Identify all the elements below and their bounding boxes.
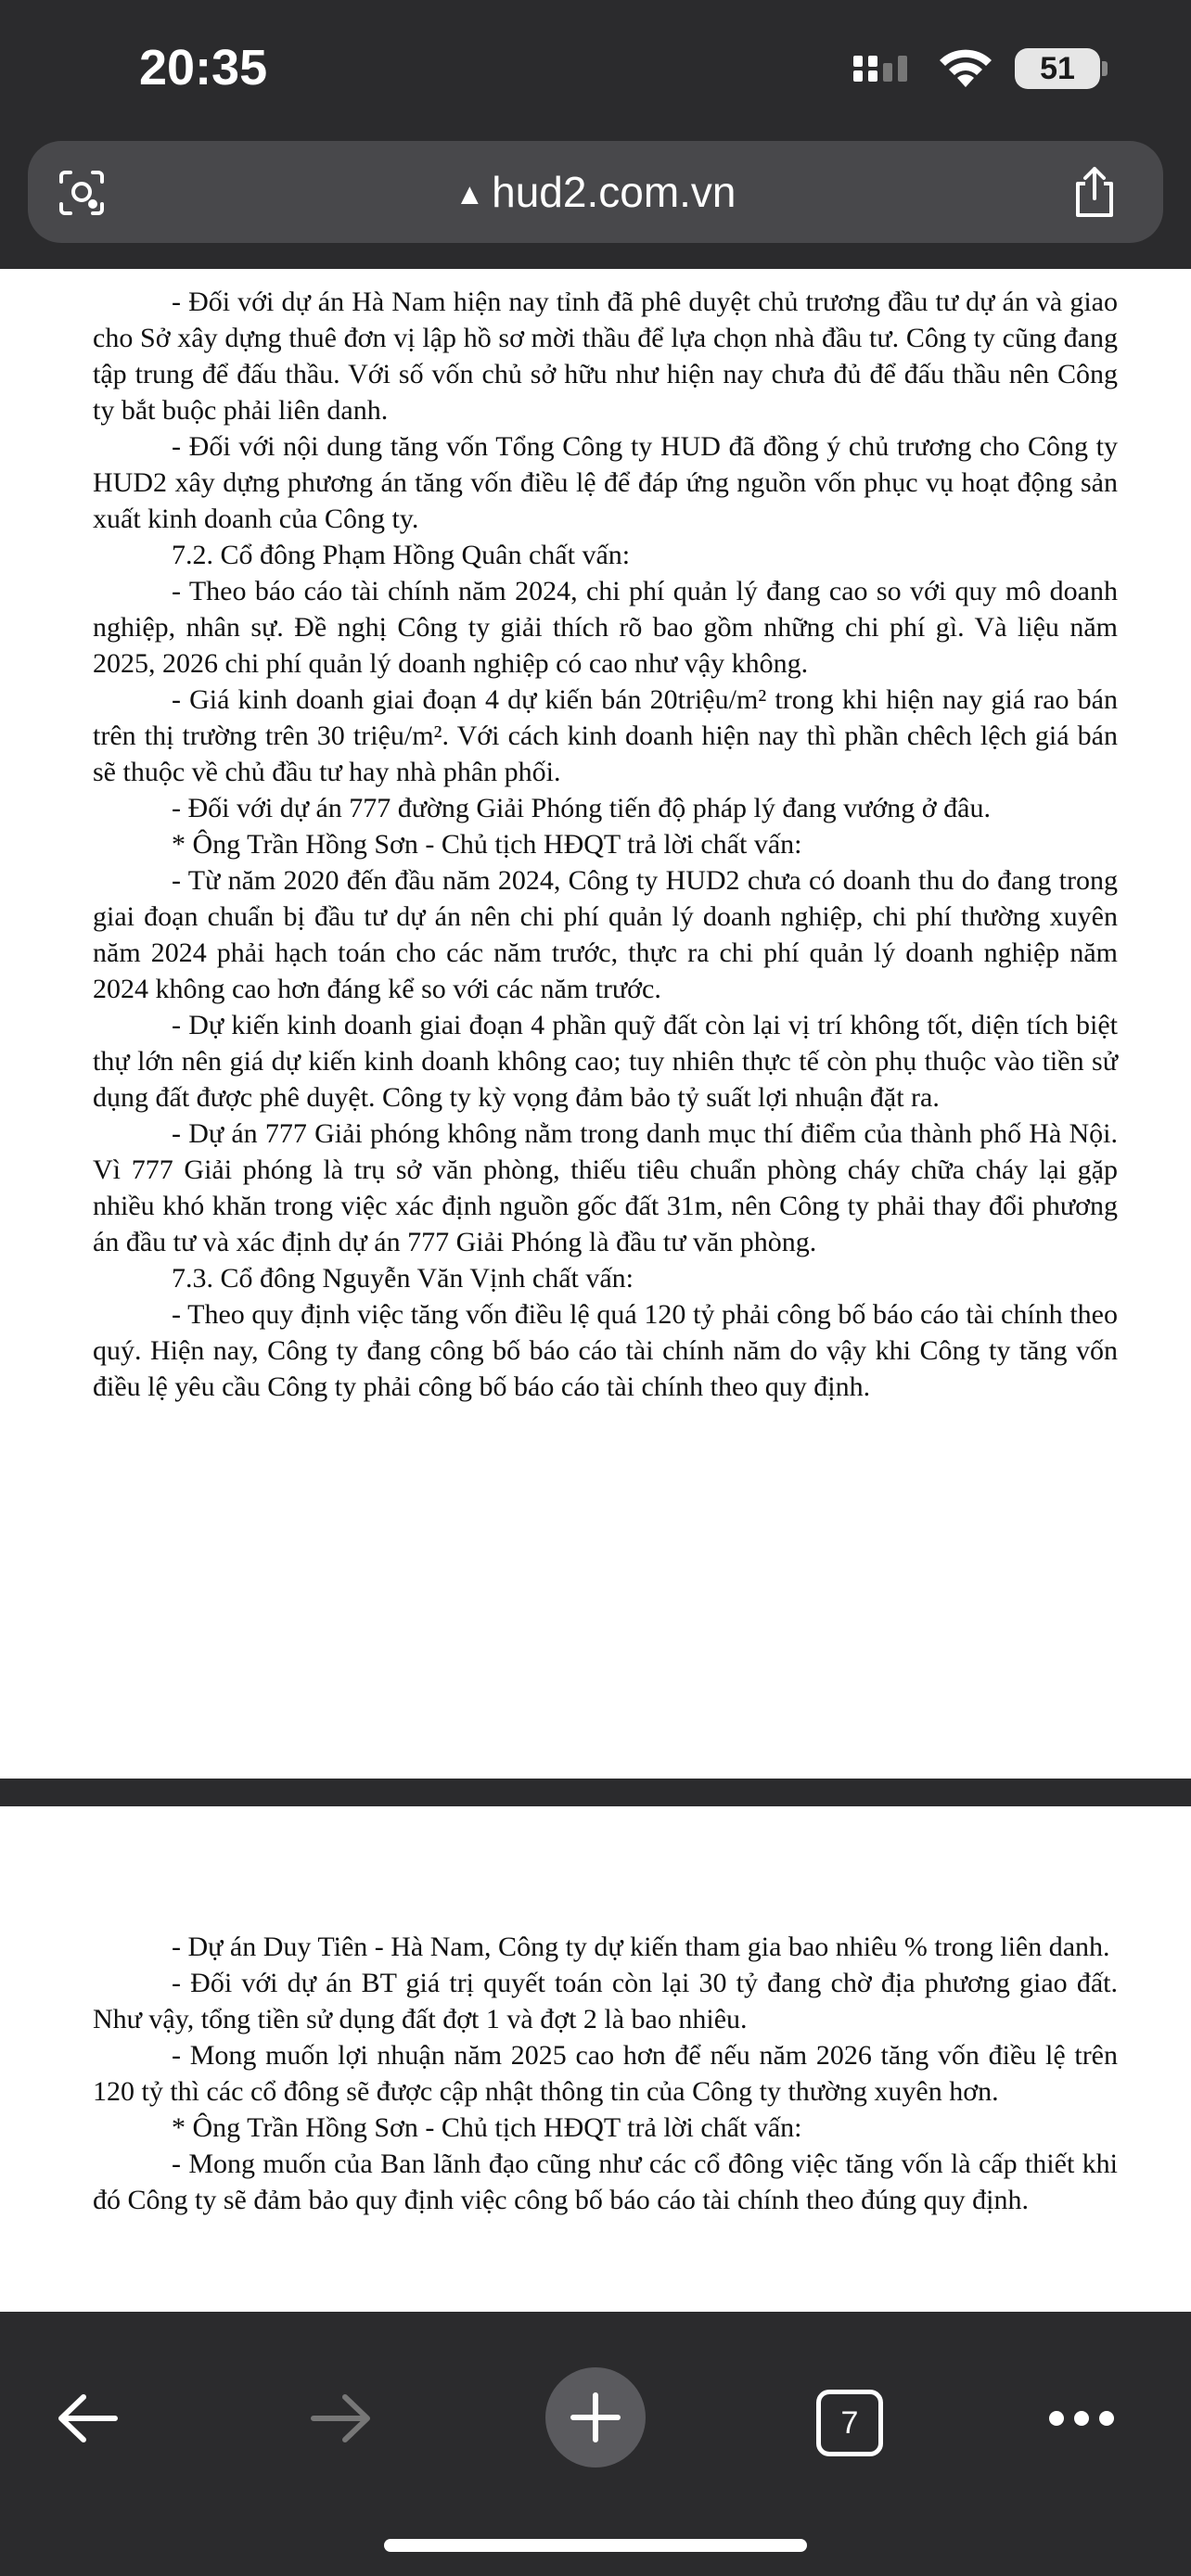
page-1-text <box>93 284 1118 1405</box>
status-bar <box>0 0 1191 139</box>
battery-tip <box>1102 61 1108 76</box>
forward-icon[interactable] <box>308 2391 373 2445</box>
share-icon[interactable] <box>1067 163 1122 221</box>
paragraph: - Đối với dự án BT giá trị quyết toán còn lại 30 tỷ đang chờ địa phương giao đất. Như vậy, tổng tiền sử dụng đất đợt 1 và đợt 2 là bao nhiêu. <box>93 1968 1118 2034</box>
paragraph: - Đối với dự án 777 đường Giải Phóng tiến độ pháp lý đang vướng ở đâu. <box>172 793 991 823</box>
red-stamp-edge <box>1171 352 1191 631</box>
browser-toolbar <box>0 2312 1191 2576</box>
paragraph: 7.2. Cổ đông Phạm Hồng Quân chất vấn: <box>172 540 631 570</box>
back-icon[interactable] <box>56 2391 121 2445</box>
lock-icon: ▲ <box>455 177 485 210</box>
page-separator <box>0 1779 1191 1806</box>
url-display[interactable] <box>28 167 1163 217</box>
paragraph: * Ông Trần Hồng Sơn - Chủ tịch HĐQT trả lời chất vấn: <box>172 829 802 860</box>
paragraph: - Theo quy định việc tăng vốn điều lệ quá 120 tỷ phải công bố báo cáo tài chính theo quý. Hiện nay, Công ty đang công bố báo cáo tài chính năm do vậy khi Công ty tăng vốn điều lệ yêu cầu Công ty phải công bố báo cáo tài chính theo quy định. <box>93 1299 1118 1402</box>
paragraph: - Dự kiến kinh doanh giai đoạn 4 phần quỹ đất còn lại vị trí không tốt, diện tích biệt thự lớn nên giá dự kiến kinh doanh không cao; tuy nhiên thực tế còn phụ thuộc vào tiền sử dụng đất được phê duyệt. Công ty kỳ vọng đảm bảo tỷ suất lợi nhuận đặt ra. <box>93 1010 1118 1113</box>
paragraph: - Từ năm 2020 đến đầu năm 2024, Công ty HUD2 chưa có doanh thu do đang trong giai đoạn chuẩn bị đầu tư dự án nên chi phí quản lý doanh nghiệp, chi phí thường xuyên năm 2024 phải hạch toán cho các năm trước, thực ra chi phí quản lý doanh nghiệp năm 2024 không cao hơn đáng kể so với các năm trước. <box>93 865 1118 1004</box>
new-tab-button[interactable] <box>545 2367 646 2468</box>
paragraph: - Đối với dự án Hà Nam hiện nay tỉnh đã phê duyệt chủ trương đầu tư dự án và giao cho Sở xây dựng thuê đơn vị lập hồ sơ mời thầu để lựa chọn nhà đầu tư. Công ty cũng đang tập trung để đấu thầu. Với số vốn chủ sở hữu như hiện nay chưa đủ để đấu thầu nên Công ty bắt buộc phải liên danh. <box>93 287 1118 426</box>
paragraph: * Ông Trần Hồng Sơn - Chủ tịch HĐQT trả lời chất vấn: <box>172 2112 802 2143</box>
status-time: 20:35 <box>139 40 268 96</box>
plus-icon <box>570 2391 621 2443</box>
paragraph: 7.3. Cổ đông Nguyễn Văn Vịnh chất vấn: <box>172 1263 634 1294</box>
document-page-2[interactable] <box>0 1806 1191 2312</box>
wifi-icon <box>935 45 996 91</box>
cellular-signal-icon <box>853 56 918 89</box>
paragraph: - Dự án 777 Giải phóng không nằm trong danh mục thí điểm của thành phố Hà Nội. Vì 777 Giải phóng là trụ sở văn phòng, thiếu tiêu chuẩn phòng cháy chữa cháy lại gặp nhiều khó khăn trong việc xác định nguồn gốc đất 31m, nên Công ty phải thay đổi phương án đầu tư và xác định dự án 777 Giải Phóng là đầu tư văn phòng. <box>93 1118 1118 1257</box>
url-text: hud2.com.vn <box>492 168 736 216</box>
document-page-1[interactable] <box>0 269 1191 1779</box>
paragraph: - Mong muốn của Ban lãnh đạo cũng như các cổ đông việc tăng vốn là cấp thiết khi đó Công ty sẽ đảm bảo quy định việc công bố báo cáo tài chính theo đúng quy định. <box>93 2149 1118 2215</box>
paragraph: - Đối với nội dung tăng vốn Tổng Công ty HUD đã đồng ý chủ trương cho Công ty HUD2 xây dựng phương án tăng vốn điều lệ để đáp ứng nguồn vốn phục vụ hoạt động sản xuất kinh doanh của Công ty. <box>93 431 1118 534</box>
battery-indicator: 51 <box>1015 48 1100 89</box>
paragraph: - Theo báo cáo tài chính năm 2024, chi phí quản lý đang cao so với quy mô doanh nghiệp, nhân sự. Đề nghị Công ty giải thích rõ bao gồm những chi phí gì. Và liệu năm 2025, 2026 chi phí quản lý doanh nghiệp có cao như vậy không. <box>93 576 1118 679</box>
more-icon[interactable] <box>1048 2410 1115 2427</box>
tabs-icon[interactable]: 7 <box>816 2390 883 2456</box>
home-indicator[interactable] <box>384 2539 807 2552</box>
paragraph: - Giá kinh doanh giai đoạn 4 dự kiến bán 20triệu/m² trong khi hiện nay giá rao bán trên thị trường trên 30 triệu/m². Với cách kinh doanh hiện nay thì phần chêch lệch giá bán sẽ thuộc về chủ đầu tư hay nhà phân phối. <box>93 684 1118 787</box>
paragraph: - Dự án Duy Tiên - Hà Nam, Công ty dự kiến tham gia bao nhiêu % trong liên danh. <box>172 1932 1110 1962</box>
page-2-text <box>93 1929 1118 2218</box>
paragraph: - Mong muốn lợi nhuận năm 2025 cao hơn để nếu năm 2026 tăng vốn điều lệ trên 120 tỷ thì các cổ đông sẽ được cập nhật thông tin của Công ty thường xuyên hơn. <box>93 2040 1118 2107</box>
address-bar[interactable] <box>28 141 1163 243</box>
